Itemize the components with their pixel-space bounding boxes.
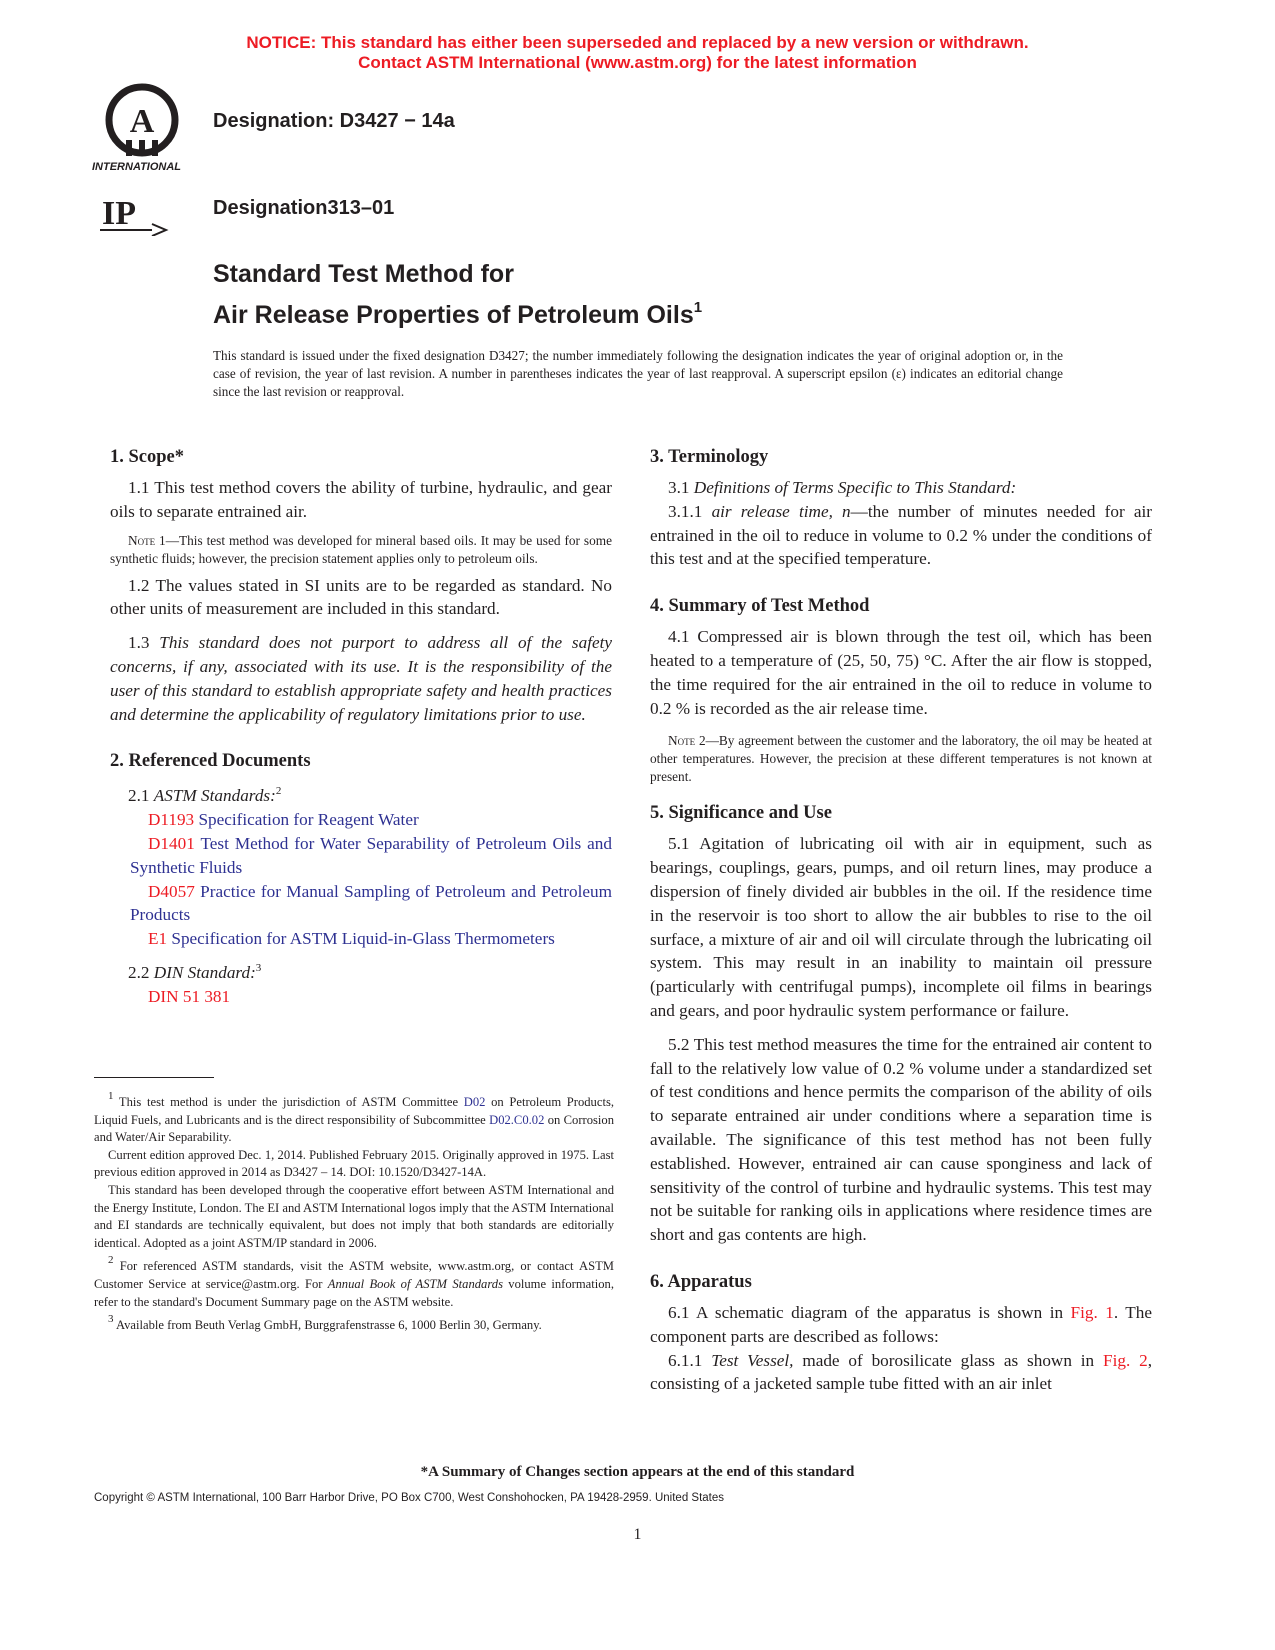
astm-logo-icon (90, 80, 200, 176)
ref-d4057[interactable] (110, 880, 612, 928)
notice-line-1: NOTICE: This standard has either been superseded and replaced by a new version or withdrawn. (246, 33, 1029, 52)
ref-d1401[interactable] (110, 832, 612, 880)
footnote-1-text-a: This test method is under the jurisdiction of ASTM Committee (113, 1095, 464, 1109)
para-2-1-label: ASTM Standards: (153, 786, 276, 806)
ip-designation: Designation313–01 (213, 197, 395, 219)
footnote-ref-3: 3 (255, 961, 262, 974)
title-line-2 (213, 291, 702, 332)
para-6-1 (650, 1301, 1152, 1349)
para-3-1-1-term: air release time, n (711, 501, 851, 521)
right-column (650, 446, 1152, 1396)
summary-of-changes-note: *A Summary of Changes section appears at the end of this standard (420, 1464, 855, 1480)
footnote-3-text: Available from Beuth Verlag GmbH, Burggrafenstrasse 6, 1000 Berlin 30, Germany. (113, 1318, 542, 1333)
issued-note: This standard is issued under the fixed designation D3427; the number immediately following the designation indicates the year of original adoption or, in the case of revision, the year of last revision. A number in parentheses indicates the year of last reapproval. A superscript epsilon (ε) indicates an editorial change since the last revision or reapproval. (213, 348, 1063, 399)
footnote-1-edition: Current edition approved Dec. 1, 2014. Published February 2015. Originally approved in 1975. Last previous edition approved in 2014 as D3427 – 14. DOI: 10.1520/D3427-14A. (94, 1147, 614, 1180)
footnote-ref-2: 2 (275, 785, 282, 798)
ref-code-link[interactable]: D4057 (148, 881, 195, 901)
para-2-2 (110, 957, 612, 985)
section-2-heading: 2. Referenced Documents (110, 751, 311, 772)
note-2 (650, 732, 1152, 786)
para-3-1 (650, 476, 1152, 500)
note-1 (110, 532, 612, 568)
footnote-2-italic: Annual Book of ASTM Standards (327, 1276, 503, 1291)
fig-1-link[interactable]: Fig. 1 (1070, 1302, 1114, 1322)
para-3-1-text: Definitions of Terms Specific to This Standard: (693, 478, 1017, 497)
title-line-1: Standard Test Method for (213, 260, 514, 288)
title-line-2-text: Air Release Properties of Petroleum Oils (213, 301, 694, 329)
left-column (110, 446, 612, 1009)
din-ref-link[interactable]: DIN 51 381 (148, 986, 231, 1006)
note-1-text: —This test method was developed for mineral based oils. It may be used for some synthetic fluids; however, the precision statement applies only to petroleum oils. (110, 532, 612, 566)
ref-code-link[interactable]: E1 (148, 929, 168, 949)
section-5-heading: 5. Significance and Use (650, 803, 832, 824)
para-5-2: 5.2 This test method measures the time for the entrained air content to fall to the relatively low value of 0.2 % volume under a standardized set of test conditions and hence permits the comparison of the ability of oils to separate entrained air under conditions where a separation time is available. The significance of this test method has not been fully established. However, entrained air can cause sponginess and lack of sensitivity of the control of turbine and hydraulic systems. This test may not be suitable for ranking oils in applications where residence times are short and gas contents are high. (650, 1034, 1152, 1245)
ip-logo-icon (100, 190, 180, 236)
ip-logo-text: IP (102, 195, 136, 232)
page-number: 1 (633, 1526, 642, 1543)
para-5-1: 5.1 Agitation of lubricating oil with air in equipment, such as bearings, couplings, gears, pumps, and oil return lines, may produce a dispersion of finely divided air bubbles in the oil. If the residence time in the reservoir is too short to allow the air bubbles to rise to the oil surface, a mixture of air and oil will circulate through the lubricating oil system. This may result in an inability to maintain oil pressure (particularly with centrifugal pumps), incomplete oil films in bearings and gears, and poor hydraulic system performance or failure. (650, 834, 1152, 1020)
title-footnote-ref: 1 (693, 299, 703, 316)
para-6-1-text-a: 6.1 A schematic diagram of the apparatus is shown in (668, 1302, 1071, 1322)
footnote-1-text-b: on Petroleum Products, Liquid Fuels, and Lubricants and is the direct responsibility of Subcommittee (94, 1095, 614, 1127)
committee-d02-link[interactable]: D02 (463, 1095, 486, 1109)
para-6-1-1-text-a: made of borosilicate glass as shown in (793, 1350, 1104, 1370)
ref-title-link[interactable]: Specification for Reagent Water (198, 810, 419, 830)
footnote-2-num: 2 (108, 1254, 114, 1267)
footnote-1-text-c: on Corrosion and Water/Air Separability. (94, 1112, 614, 1145)
footnote-2 (94, 1252, 614, 1311)
subcommittee-link[interactable]: D02.C0.02 (489, 1112, 545, 1127)
para-3-1-1-text: —the number of minutes needed for air entrained in the oil to reduce in volume to 0.2 % under the conditions of this test and at the specified temperature. (650, 501, 1152, 569)
copyright: Copyright © ASTM International, 100 Barr Harbor Drive, PO Box C700, West Conshohocken, PA 19428-2959. United States (94, 1492, 725, 1504)
section-3-heading: 3. Terminology (650, 447, 769, 467)
note-2-text: —By agreement between the customer and the laboratory, the oil may be heated at other temperatures. However, the precision at these different temperatures is not known at present. (650, 733, 1152, 785)
para-6-1-text-b: . The component parts are described as follows: (650, 1302, 1152, 1346)
para-3-1-1-num: 3.1.1 (668, 501, 712, 521)
ref-title-link[interactable]: Test Method for Water Separability of Petroleum Oils and Synthetic Fluids (130, 833, 612, 877)
para-6-1-1-term: Test Vessel, (711, 1350, 794, 1370)
footnotes (94, 1088, 614, 1335)
ref-e1[interactable] (110, 927, 612, 951)
footnote-3-num: 3 (108, 1313, 114, 1326)
ref-code-link[interactable]: D1193 (148, 810, 195, 830)
footnote-1-joint: This standard has been developed through the cooperative effort between ASTM International and the Energy Institute, London. The EI and ASTM International logos imply that the ASTM International and EI standards are technically equivalent, but does not imply that both standards are editorially identical. Adopted as a joint ASTM/IP standard in 2006. (94, 1182, 614, 1250)
notice-line-2: Contact ASTM International (www.astm.org) for the latest information (358, 53, 917, 72)
astm-designation: Designation: D3427 − 14a (213, 110, 455, 132)
ref-d1193[interactable] (110, 808, 612, 832)
section-6-heading: 6. Apparatus (650, 1271, 752, 1292)
footnote-2-text-b: volume information, refer to the standard's Document Summary page on the ASTM website. (94, 1276, 614, 1309)
para-2-2-label: DIN Standard: (153, 962, 256, 982)
withdrawal-notice (0, 33, 1275, 73)
document-title (213, 258, 702, 332)
footnote-divider (94, 1077, 214, 1078)
para-1-1: 1.1 This test method covers the ability of turbine, hydraulic, and gear oils to separate entrained air. (110, 478, 612, 521)
para-2-2-num: 2.2 (128, 962, 154, 982)
section-4-heading: 4. Summary of Test Method (650, 596, 870, 617)
ref-title-link[interactable]: Specification for ASTM Liquid-in-Glass Thermometers (171, 929, 555, 949)
para-3-1-num: 3.1 (668, 478, 694, 497)
footnote-2-text-a: For referenced ASTM standards, visit the ASTM website, www.astm.org, or contact ASTM Customer Service at service@astm.org. For (94, 1259, 614, 1291)
para-4-1: 4.1 Compressed air is blown through the test oil, which has been heated to a temperature of (25, 50, 75) °C. After the air flow is stopped, the time required for the air entrained in the oil to reduce in volume to 0.2 % is recorded as the air release time. (650, 627, 1152, 718)
footnote-1 (94, 1088, 614, 1147)
para-2-1 (110, 780, 612, 808)
para-3-1-1 (650, 500, 1152, 571)
svg-text:A: A (129, 103, 155, 140)
fig-2-link[interactable]: Fig. 2 (1103, 1350, 1148, 1370)
para-1-3-text: This standard does not purport to address all of the safety concerns, if any, associated with its use. It is the responsibility of the user of this standard to establish appropriate safety and health practices and determine the applicability of regulatory limitations prior to use. (110, 633, 613, 724)
para-1-3 (110, 631, 612, 726)
para-6-1-1-num: 6.1.1 (668, 1350, 712, 1370)
note-1-label: Note 1 (128, 532, 166, 548)
ref-code-link[interactable]: D1401 (148, 833, 195, 853)
para-6-1-1 (650, 1349, 1152, 1397)
ref-title-link[interactable]: Practice for Manual Sampling of Petroleum and Petroleum Products (130, 881, 612, 925)
section-1-heading: 1. Scope* (110, 447, 184, 467)
astm-logo-text: INTERNATIONAL (92, 161, 182, 173)
para-6-1-1-text-b: , consisting of a jacketed sample tube fitted with an air inlet (650, 1350, 1152, 1394)
note-2-label: Note 2 (668, 733, 706, 749)
ref-din-51381[interactable] (110, 985, 612, 1009)
para-1-3-num: 1.3 (128, 633, 160, 653)
footnote-3 (94, 1311, 614, 1335)
para-1-2: 1.2 The values stated in SI units are to be regarded as standard. No other units of measurement are included in this standard. (110, 575, 612, 619)
para-2-1-num: 2.1 (128, 786, 154, 806)
footnote-1-num: 1 (108, 1090, 114, 1102)
